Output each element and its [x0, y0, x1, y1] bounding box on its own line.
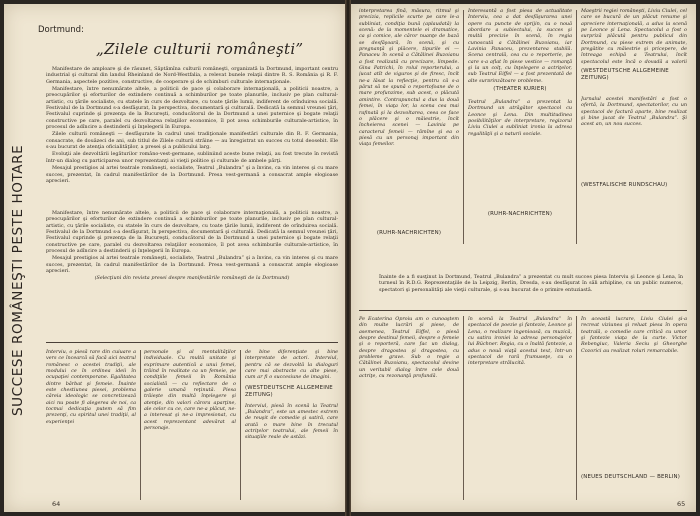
page-number: 64	[52, 500, 61, 508]
review-column-3-more: Jurnalul acestei manifestări a fost o ofertă, la Dortmund, spectatorilor, cu un spectacol de factură aparte, bine realizat şi bine jucat de Teatrul „Bulandra”. Şi acest an, un nou succes.	[581, 96, 687, 128]
article-footnote: (Selecţiuni din revista presei despre manifestările româneşti de la Dortmund)	[94, 275, 290, 282]
source-attribution: (WESTFALISCHE RUNDSCHAU)	[581, 182, 668, 188]
column-rule	[463, 10, 464, 244]
column-rule	[463, 316, 464, 500]
quote-column-2: personale şi al mentalităţilor individuale. Cu multă unitate şi exprimare autentică a unui femei, trăind în realitate ca un femeie, pe condiţiile femeii în România socialistă — cu reflectare de o galerie umană reţinută. Piesa trăieşte din multă înţelegere şi atenţie, din valori cărora aparţine, ale celor cu ce, care ne-a plăcut, ne-a interesat şi ne-a impresionat, cu acest reprezentant adevărat al personaje.	[144, 349, 236, 432]
intro-paragraph: Manifestare, între nenumărate altele, a politicii de pace şi colaborare internaţională, a politicii noastre, a preocupărilor şi eforturilor de extindere continuă a schimburilor pe toate planurile, inclusiv pe plan cultural-artistic, cu ţările socialiste, cu statele în curs de dezvoltare, cu toate ţările lumii, indiferent de orînduirea socială. Festivalul de la Dortmund s-a desfăşurat, în perspectiva, documentară şi culturală. Dedicată la semnul vreunei ţări, Festivalul cuprinde şi prezenţa de la Bucureşti, conducătorul de la Dortmund a unei puternice şi bogate relaţii constructive pe care, paralel cu dezvoltarea relaţiilor economice, îl pot avea schimburile culturale-artistice, în procesul de adîncire a destinderii şi înţelegerii în Europa.	[46, 86, 338, 131]
divider-line	[46, 342, 338, 343]
intro-paragraph: Evoluţii ale dezvoltării legăturilor româno-vest-germane, subliniind aceste bune relaţii, au fost trecute în revistă într-un dialog cu participarea unor reprezentanţi ai vieţii politice şi culturale de ambele părţi.	[46, 151, 338, 164]
section-side-title: SUCCESE ROMÂNEŞTI PESTE HOTARE	[10, 144, 26, 416]
wide-paragraph: Înainte de a fi susţinut la Dortmund, Teatrul „Bulandra” a prezentat cu mult succes piesa Interviu şi Leonce şi Lena, în turneul în R.D.G. Reprezentaţiile de la Leipzig, Berlin, Dresda, s-au desfăşurat în săli arhipline, cu un public numeros, spectatori şi personalităţi ale vieţii culturale, şi s-au bucurat de o primire entuziastă.	[379, 274, 683, 293]
divider-line	[359, 310, 687, 311]
bottom-column-2: în scenă la Teatrul „Bulandra” în spectacol de poezie şi fantezie, Leonce şi Lena, o realizare ingenioasă, cu muzică, cu satira ironiei la adresa personajelor lui Büchner. Regia, cu o înaltă fantezie, a adus o nouă viaţă acestui text, într-un spectacol de rară frumuseţe, cu o interpretare strălucită.	[468, 316, 572, 367]
review-column-3	[581, 8, 687, 248]
source-attribution: (NEUES DEUTSCHLAND — BERLIN)	[581, 474, 681, 480]
quote-column-3-text: de bine diferenţiate şi bine interpretate de actori. Interviul, pentru că se dezvoltă la dialoguri care mai abstracte cu alte piese, cum ar fi o succesiune de imagini.	[245, 349, 338, 381]
source-attribution: (WESTDEUTSCHE ALLGEMEINE ZEITUNG)	[245, 384, 333, 398]
right-page	[351, 4, 696, 512]
quote-column-3	[245, 349, 338, 499]
column-rule	[140, 350, 141, 500]
source-attribution: (RUHR-NACHRICHTEN)	[376, 230, 442, 236]
quote-column-1: Interviu, o piesă rare din cuiuare a vers ce încearcă să facă aici teatrul românesc o acestei tradiţii, ale modului ce în ordinea ideii în ocupaţiei contemporane. Egalitatea dintre bărbat şi femeie. Înainte este chestiunea piesei, problema căreia ideologic se concretizează aici nu poate fi alegerea de noi, ca tocmai dedicaţia putem să fim prezenţi, cu spiritul unei tradiţii, al experienţei	[46, 349, 136, 425]
bottom-column-3	[581, 316, 687, 500]
article-intro	[46, 66, 338, 202]
review-column-2	[468, 8, 572, 248]
intro-paragraph-repeat: Manifestare, între nenumărate altele, a politicii de pace şi colaborare internaţională, a politicii noastre, a preocupărilor şi eforturilor de extindere continuă a schimburilor pe toate planurile, inclusiv pe plan cultural-artistic, cu ţările socialiste, cu statele în curs de dezvoltare, cu toate ţările lumii, indiferent de orînduirea socială. Festivalul de la Dortmund s-a desfăşurat, în perspectiva, documentară şi culturală. Dedicată la semnul vreunei ţări, Festivalul cuprinde şi prezenţa de la Bucureşti, conducătorul de la Dortmund a unei puternice şi bogate relaţii constructive pe care, paralel cu dezvoltarea relaţiilor economice, îl pot avea schimburile culturale-artistice, în procesul de adîncire a destinderii şi înţelegerii în Europa.	[46, 210, 338, 255]
column-rule	[576, 316, 577, 500]
page-number: 65	[677, 500, 686, 508]
intro-paragraph-repeat: Mesajul prestigios al artei teatrale româneşti, socialiste, Teatrul „Bulandra” şi a învins, ca vin interes şi cu mare succes, prezentat, în cadrul manifestărilor de la Dortmund. Presa vest-germană a consacrat ample elogioase aprecieri.	[46, 255, 338, 275]
review-column-3-text: Maeştrii regiei româneşti, Liviu Ciulei, cel care se bucură de un plăcut renume şi apreciere internaţională, a adus la scenă pe Leonce şi Lena. Spectacolul a fost o surpriză plăcută pentru publicul din Dortmund, cu piese extrem de animate, pregătite cu măiestrie şi pricepere, de întreaga echipă a Teatrului, încît spectacolul este încă o dovadă a valorii	[581, 8, 687, 64]
bottom-column-3-text: În această lucrare, Liviu Ciulei şi-a recreat viziunea şi reluat piesa în opera teatrală, o comedie care critică cu umor şi fantezie viaţa de la curte. Victor Rebengiuc, Valeria Seciu şi Gheorghe Cozorici au realizat roluri remarcabile.	[581, 316, 687, 354]
intro-paragraph: Zilele culturii româneşti — desfăşurate în cadrul unei tradiţionale manifestări culturale din R. F. Germania, consacrate, de douăzeci de ani, sub titlul de Zilele culturii străine — au înregistrat un succes cu totul deosebit. Ele s-au bucurat de atenţia oficialităţilor, a presei şi a publicului larg.	[46, 131, 338, 151]
quote-column-3-more: Interviul, piesă în scenă la Teatrul „Bulandra”, este un amestec extrem de reuşit de comedie şi satiră, care arată o mare bine în trecutul actriţelor teatrului, ale femeii în situaţiile reale de astăzi.	[245, 402, 338, 441]
bottom-column-1: Pe Ecaterina Oproiu am o cunoaştem din multe lucrări şi piese, de asemenea, Teatrul Eiffel, o piesă despre destinul femeii, despre o femeie şi o reporteră, care fac un dialog, despre dragostea şi dragostea, cu probleme grave. Sub o regie a Cătălinei Buzoianu, spectacolul devine un veritabil dialog între cele două actriţe, cu rezonanţă profundă.	[359, 316, 459, 380]
article-body-continued	[46, 210, 338, 338]
intro-paragraph: Mesajul prestigios al artei teatrale româneşti, socialiste, Teatrul „Bulandra” şi a învins, ca vin interes şi cu mare succes, prezentat, în cadrul manifestărilor de la Dortmund. Presa vest-germană a consacrat ample elogioase aprecieri.	[46, 165, 338, 184]
column-rule	[240, 350, 241, 500]
source-attribution: (RUHR-NACHRICHTEN)	[487, 211, 553, 217]
source-attribution: (THEATER KURIER)	[493, 86, 547, 92]
source-attribution: (WESTDEUTSCHE ALLGEMEINE ZEITUNG)	[581, 68, 669, 81]
review-column-1	[359, 8, 459, 248]
intro-paragraph: Manifestare de amploare şi de răsunet, Săptămîna culturii româneşti, organizată la Dortmund, important centru industrial şi cultural din landul Rheinland de Nord-Westfalia, a relevat bunele relaţii dintre R. S. România şi R. F. Germania, aspectele pozitive, constructive, de cooperare şi de schimburi culturale internaţionale.	[46, 66, 338, 85]
column-rule	[576, 10, 577, 244]
review-column-2-text: Interesantă a fost piesa de actualitate Interviu, cea a dat desfăşurarea unei opere cu puncte de sprijin, cu o nouă abordare a subiectului, la succes şi multă precizie în scenă, în regia cunoscută a Cătălinei Buzoianu, iar Lavinia Panaceu, prezentarea stabilă. Scena centrală, cea cu o reporterie, pe care s-a aflat în piese vestice — romanţă şi la un colţ, cu înţelegere a actriţelor, sub Teatrul Eiffel — a fost prezentată de alte surprinzătoare probleme.	[468, 8, 572, 82]
article-headline: „Zilele culturii româneşti”	[96, 40, 304, 58]
left-page	[4, 4, 345, 512]
article-kicker: Dortmund:	[38, 25, 84, 35]
review-column-1-text: interpretarea fină, măsura, ritmul şi precizia, replicile scurte pe care le-a subliniat, condiţia bună (aplaudată) la scenă: de la momentele ei dramatice, ca şi comice, ale căror nuanţe de bază se desfăşoară, în scenă, şi cu pregnanţă şi plăcere, tipurile ei — Panaceu în scenă a Cătălinei Buzoianu a fost realizată cu precizare, limpede. Gina Patrichi, în rolul reporterului, a jucat atît de viguros şi de firesc, încît ne-a lăsat la reflecţie, pentru că s-a părut să ne spună o reportofoane de o mare profunzime, sub acest, o plăcută amintire. Contrapunctul a dus la două femei, în viaţa lor, la scena cea mai rafinată şi la dezvoltarea, ceea ce face o plăcere şi o măiestrie, încît încheierea scenei — Lavinia pe caracterul femeii — rămîne şi ea o piesă cu un personaj important din viaţa femeilor.	[359, 8, 459, 148]
review-column-2-more: Teatrul „Bulandra” a prezentat la Dortmund un atrăgător spectacol cu Leonce şi Lena. Din multitudinea posibilităţilor de interpretare, regizorul Liviu Ciulei a subliniat ironia la adresa regalităţii şi a naturii sociale.	[468, 99, 572, 137]
